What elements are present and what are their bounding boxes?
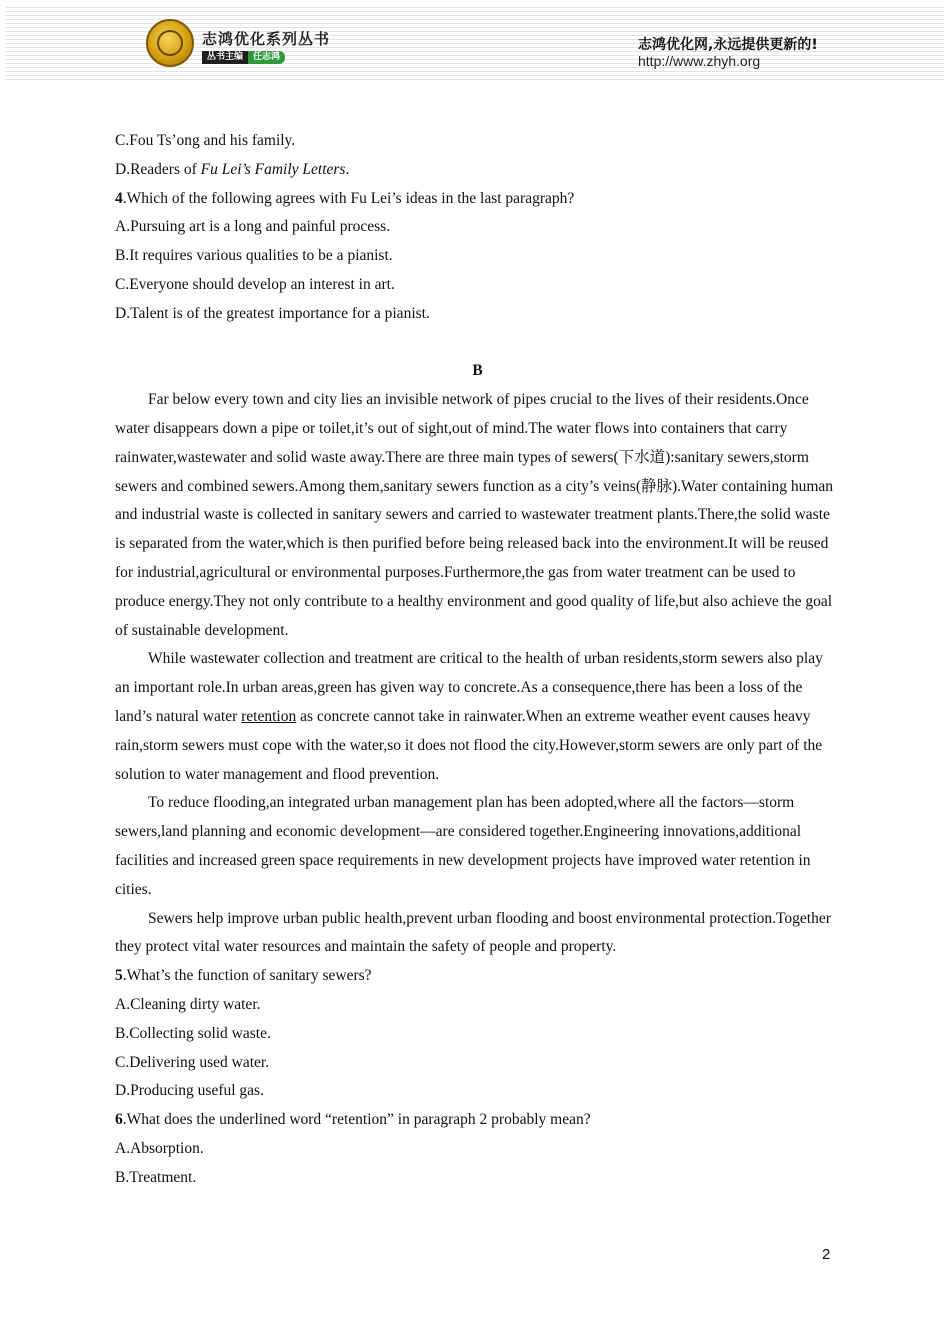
question-5 [115,962,840,991]
q4-option-b: B.It requires various qualities to be a pianist. [115,247,393,265]
q3-option-c: C.Fou Ts’ong and his family. [115,132,296,149]
section-gap [115,329,840,358]
page-number: 2 [822,1246,831,1263]
question-6 [115,1106,840,1135]
page-header [6,4,944,80]
q4-option-d: D.Talent is of the greatest importance for a pianist. [115,304,430,322]
q4-option-a: A.Pursuing art is a long and painful process. [115,218,391,236]
passage-paragraph-4: Sewers help improve urban public health,prevent urban flooding and boost environmental protection.Together they protect vital water resources and maintain the safety of people and property. [115,909,831,956]
paragraph-2-after: as concrete cannot take in rainwater.When an extreme weather event causes heavy rain,storm sewers must cope with the water,so it does not flood the city.However,storm sewers are only part of the solution to water management and flood prevention. [115,707,823,783]
q3-option-d-prefix: D.Readers of [115,160,201,178]
passage-paragraph-1: Far below every town and city lies an invisible network of pipes crucial to the lives of their residents.Once water disappears down a pipe or toilet,it’s out of sight,out of mind.The water flows into containers that carry rainwater,wastewater and solid waste away.There are three main types of sewers(下水道):sanitary sewers,storm sewers and combined sewers.Among them,sanitary sewers function as a city’s veins(静脉).Water containing human and industrial waste is collected in sanitary sewers and carried to wastewater treatment plants.There,the solid waste is separated from the water,which is then purified before being released back into the environment.It will be reused for industrial,agricultural or environmental purposes.Furthermore,the gas from water treatment can be used to produce energy.They not only contribute to a healthy environment and good quality of life,but also achieve the goal of sustainable development. [115,391,834,639]
passage-heading: B [472,362,483,380]
header-slogan: 志鸿优化网,永远提供更新的! [638,37,818,53]
editor-bar [202,51,285,64]
passage-paragraph-3: To reduce flooding,an integrated urban management plan has been adopted,where all the factors—storm sewers,land planning and economic development—are considered together.Engineering innovations,additional facilities and increased green space requirements in new development projects have improved water retention in cities. [115,794,811,898]
header-url[interactable]: http://www.zhyh.org [638,53,761,69]
question-number: 5 [115,967,123,985]
editor-label: 丛书主编 [202,51,248,64]
book-title: Fu Lei’s Family Letters [200,160,346,178]
q3-option-d-suffix: . [345,160,350,178]
q5-option-a: A.Cleaning dirty water. [115,995,261,1013]
q6-option-a: A.Absorption. [115,1139,204,1157]
underlined-word: retention [241,707,297,725]
editor-name: 任志鸿 [248,51,285,64]
paragraph-2-before: While wastewater collection and treatment are critical to the health of urban residents,storm sewers also play an important role.In urban areas,green has given way to concrete.As a consequence,there has been a loss of the land’s natural water [115,650,823,725]
q6-option-b: B.Treatment. [115,1168,197,1186]
question-stem: .What does the underlined word “retention” in paragraph 2 probably mean? [122,1111,591,1129]
series-title: 志鸿优化系列丛书 [202,30,331,48]
question-stem: .Which of the following agrees with Fu Lei’s ideas in the last paragraph? [122,189,575,207]
q5-option-c: C.Delivering used water. [115,1053,270,1071]
document-body [115,127,840,1192]
q3-option-d [115,156,840,185]
question-number: 4 [115,189,123,207]
passage-paragraph-2 [115,645,840,789]
q5-option-b: B.Collecting solid waste. [115,1024,271,1042]
q5-option-d: D.Producing useful gas. [115,1082,264,1100]
q4-option-c: C.Everyone should develop an interest in art. [115,275,395,293]
question-number: 6 [115,1111,123,1129]
series-logo-icon [146,19,194,67]
question-stem: .What’s the function of sanitary sewers? [122,967,372,985]
question-4 [115,185,840,214]
